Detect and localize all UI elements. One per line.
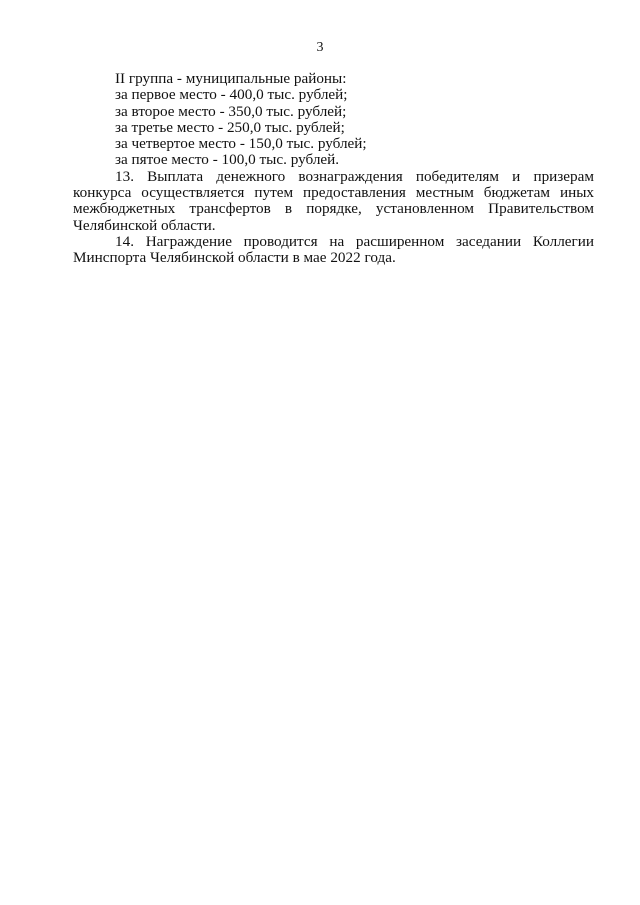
prize-item-fourth: за четвертое место - 150,0 тыс. рублей; — [115, 135, 367, 153]
prize-item-second: за второе место - 350,0 тыс. рублей; — [115, 102, 347, 120]
paragraph-13: 13. Выплата денежного вознаграждения победителям и призерам конкурса осуществляется путем предоставления местным бюджетам иных межбюджетных трансфертов в порядке, установленном Правительством Челябинской области. — [73, 167, 594, 234]
group-heading: II группа - муниципальные районы: — [115, 70, 347, 87]
paragraph-14: 14. Награждение проводится на расширенном заседании Коллегии Минспорта Челябинской области в мае 2022 года. — [73, 232, 594, 267]
prize-item-fifth: за пятое место - 100,0 тыс. рублей. — [115, 151, 340, 169]
prize-item-third: за третье место - 250,0 тыс. рублей; — [115, 118, 345, 136]
page-number: 3 — [316, 40, 324, 55]
prize-item-first: за первое место - 400,0 тыс. рублей; — [115, 86, 348, 104]
document-body — [73, 71, 594, 267]
